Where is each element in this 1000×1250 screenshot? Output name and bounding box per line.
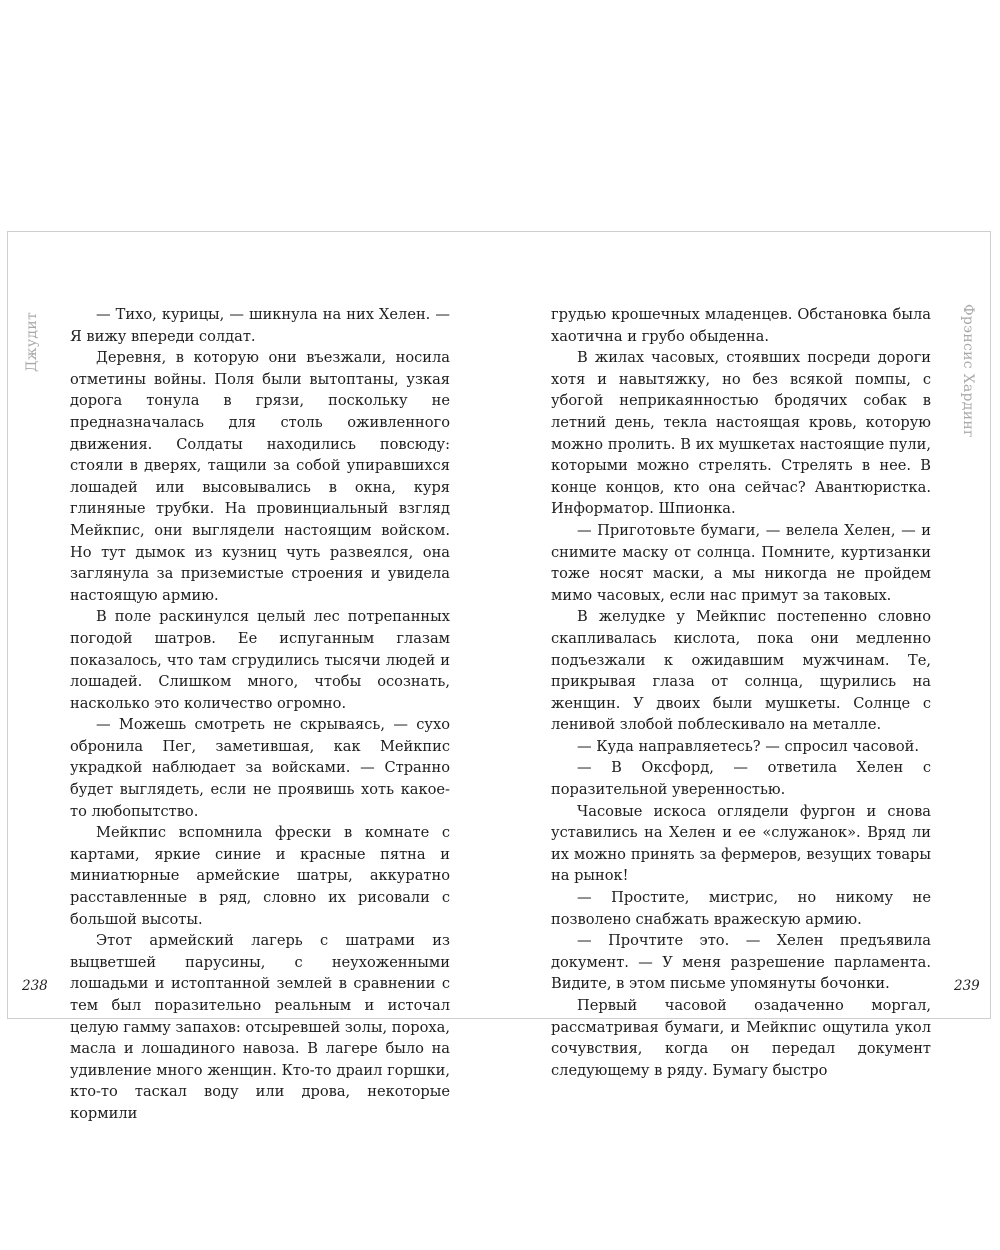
paragraph: В поле раскинулся целый лес потрепанных погодой шатров. Ее испуганным глазам показалось, что там сгрудились тысячи людей и лошадей. Слишком много, чтобы осознать, насколько это количество огромно. [70, 608, 450, 712]
paragraph: — Простите, мистрис, но никому не позволено снабжать вражескую армию. [551, 889, 931, 928]
paragraph: В жилах часовых, стоявших посреди дороги хотя и навытяжку, но без всякой помпы, с убогой неприкаянностью бродячих собак в летний день, текла настоящая кровь, которую можно пролить. В их мушкетах настоящие пули, которыми можно стрелять. Стрелять в нее. В конце концов, кто она сейчас? Авантюристка. Информатор. Шпионка. [551, 349, 931, 518]
paragraph: — Тихо, курицы, — шикнула на них Хелен. — Я вижу впереди солдат. [70, 306, 450, 345]
paragraph: Первый часовой озадаченно моргал, рассматривая бумаги, и Мейкпис ощутила укол сочувствия, когда он передал документ следующему в ряду. Бумагу быстро [551, 997, 931, 1079]
paragraph: Деревня, в которую они въезжали, носила отметины войны. Поля были вытоптаны, узкая дорога тонула в грязи, поскольку не предназначалась для столь оживленного движения. Солдаты находились повсюду: стояли в дверях, тащили за собой упиравшихся лошадей или высовывались в окна, куря глиняные трубки. На провинциальный взгляд Мейкпис, они выглядели настоящим войском. Но тут дымок из кузниц чуть развеялся, она заглянула за приземистые строения и увидела настоящую армию. [70, 349, 450, 604]
paragraph: В желудке у Мейкпис постепенно словно скапливалась кислота, пока они медленно подъезжали к ожидавшим мужчинам. Те, прикрывая глаза от солнца, щурились на женщин. У двоих были мушкеты. Солнце с ленивой злобой поблескивало на металле. [551, 608, 931, 734]
paragraph: грудью крошечных младенцев. Обстановка была хаотична и грубо обыденна. [551, 306, 931, 345]
paragraph: Этот армейский лагерь с шатрами из выцветшей парусины, с неухоженными лошадьми и истоптанной землей в сравнении с тем был поразительно реальным и источал целую гамму запахов: отсыревшей золы, пороха, масла и лошадиного навоза. В лагере было на удивление много женщин. Кто-то драил горшки, кто-то таскал воду или дрова, некоторые кормили [70, 932, 450, 1122]
left-running-head: Джудит [24, 312, 40, 372]
paragraph: — Приготовьте бумаги, — велела Хелен, — и снимите маску от солнца. Помните, куртизанки тоже носят маски, а мы никогда не пройдем мимо часовых, если нас примут за таковых. [551, 521, 931, 604]
paragraph: — Куда направляетесь? — спросил часовой. [577, 737, 920, 755]
right-page-number: 239 [954, 978, 980, 994]
paragraph: Мейкпис вспомнила фрески в комнате с картами, яркие синие и красные пятна и миниатюрные армейские шатры, аккуратно расставленные в ряд, словно их рисовали с большой высоты. [70, 824, 450, 928]
paragraph: — Можешь смотреть не скрываясь, — сухо обронила Пег, заметившая, как Мейкпис украдкой наблюдает за войсками. — Странно будет выглядеть, если не проявишь хоть какое-то любопытство. [70, 716, 450, 820]
right-running-head: Фрэнсис Хардинг [960, 304, 976, 438]
left-page-number: 238 [22, 978, 48, 994]
right-page-body [551, 304, 931, 1081]
paragraph: — Прочтите это. — Хелен предъявила документ. — У меня разрешение парламента. Видите, в этом письме упомянуты бочонки. [551, 932, 931, 993]
paragraph: Часовые искоса оглядели фургон и снова уставились на Хелен и ее «служанок». Вряд ли их можно принять за фермеров, везущих товары на рынок! [551, 802, 931, 885]
paragraph: — В Оксфорд, — ответила Хелен с поразительной уверенностью. [551, 759, 931, 799]
book-spread [7, 231, 991, 1122]
